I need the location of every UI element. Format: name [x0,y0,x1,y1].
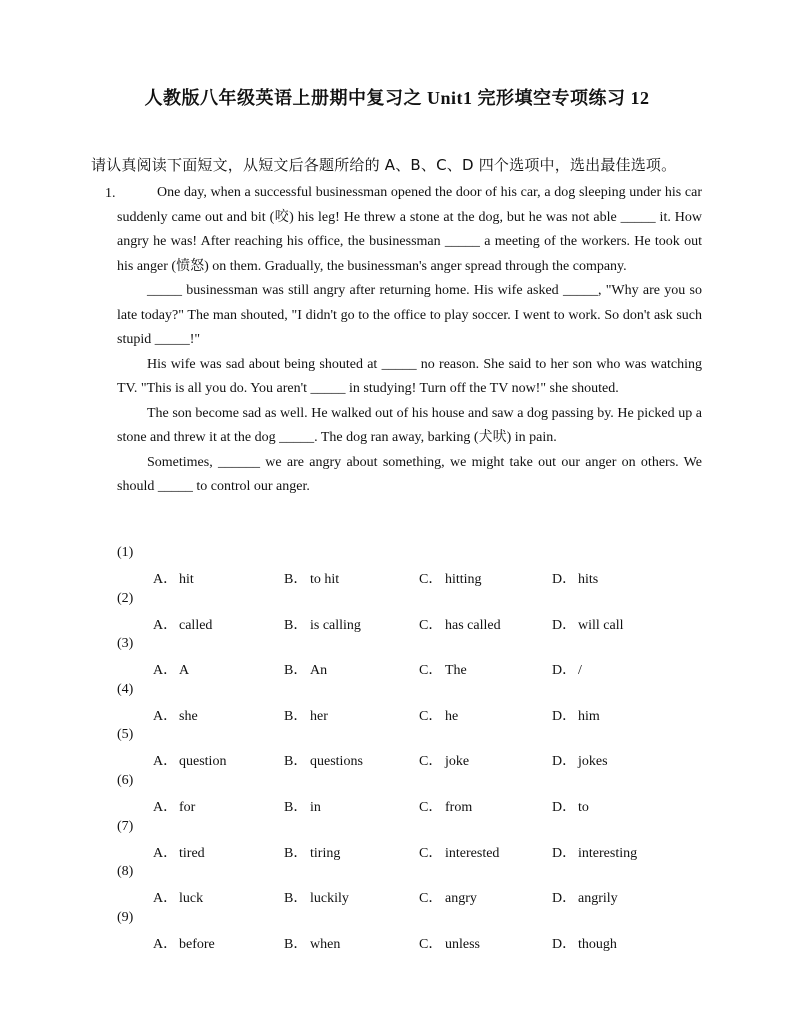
option-d[interactable] [552,750,608,770]
option-text: has called [445,617,501,633]
option-text: when [310,936,341,952]
question-label: (1) [117,545,134,560]
option-c[interactable] [419,842,499,862]
question-label: (7) [117,818,134,834]
option-letter: D． [552,572,577,587]
option-letter: C． [419,617,443,633]
option-c[interactable] [419,659,467,679]
option-letter: A． [153,891,178,907]
option-letter: D． [552,663,577,679]
option-letter: A． [153,572,178,587]
question-item [117,910,717,956]
option-d[interactable] [552,933,617,953]
option-d[interactable] [552,887,618,907]
option-text: joke [445,754,470,770]
option-text: in [310,799,321,815]
option-letter: B． [284,572,308,587]
option-d[interactable] [552,614,624,634]
option-a[interactable] [153,887,203,907]
option-letter: A． [153,845,178,861]
answer-options [117,545,717,955]
option-a[interactable] [153,568,194,588]
option-text: tired [179,845,205,861]
option-text: hitting [445,572,482,587]
passage-paragraph: The son become sad as well. He walked out of his house and saw a dog passing by. He picked up a stone and threw it at the dog _____. The dog ran away, barking (犬吠) in pain. [117,405,702,445]
option-letter: D． [552,891,577,907]
option-letter: B． [284,663,308,679]
option-letter: B． [284,891,308,907]
option-c[interactable] [419,933,480,953]
option-text: A [179,663,190,679]
option-b[interactable] [284,933,340,953]
option-letter: D． [552,845,577,861]
option-letter: B． [284,936,308,952]
option-text: will call [578,617,624,633]
passage-paragraph: One day, when a successful businessman opened the door of his car, a dog sleeping under his car suddenly came out and bit (咬) his leg! He threw a stone at the dog, but he was not able _____ it. How angry he was! After reaching his office, the businessman _____ a meeting of the workers. He took out his anger (愤怒) on them. Gradually, the businessman's anger spread through the company. [117,185,702,274]
passage-paragraph: His wife was sad about being shouted at _____ no reason. She said to her son who was watching TV. "This is all you do. You aren't _____ in studying! Turn off the TV now!" she shouted. [117,356,702,396]
option-d[interactable] [552,796,589,816]
option-d[interactable] [552,842,637,862]
option-text: luckily [310,891,349,907]
question-item [117,636,717,682]
option-a[interactable] [153,614,212,634]
option-text: is calling [310,617,361,633]
option-letter: C． [419,572,443,587]
option-text: luck [179,891,204,907]
option-letter: C． [419,891,443,907]
option-a[interactable] [153,659,189,679]
option-letter: A． [153,936,178,952]
option-b[interactable] [284,750,363,770]
question-item [117,773,717,819]
option-c[interactable] [419,750,469,770]
question-item [117,545,717,591]
option-a[interactable] [153,796,195,816]
option-letter: D． [552,936,577,952]
option-letter: C． [419,663,443,679]
option-text: / [578,663,582,679]
option-d[interactable] [552,705,600,725]
question-item [117,591,717,637]
option-text: hit [179,572,194,587]
option-text: The [445,663,467,679]
question-number: 1. [105,186,116,201]
option-text: from [445,799,473,815]
option-text: her [310,708,328,724]
instruction-text: 请认真阅读下面短文，从短文后各题所给的 A、B、C、D 四个选项中，选出最佳选项。 [91,156,677,174]
option-letter: A． [153,754,178,770]
page-title: 人教版八年级英语上册期中复习之 Unit1 完形填空专项练习 12 [144,88,650,108]
option-letter: B． [284,708,308,724]
option-letter: D． [552,754,577,770]
option-letter: A． [153,663,178,679]
question-label: (4) [117,681,134,697]
option-b[interactable] [284,705,328,725]
option-letter: B． [284,617,308,633]
option-c[interactable] [419,705,458,725]
option-a[interactable] [153,705,198,725]
option-letter: C． [419,845,443,861]
option-b[interactable] [284,842,340,862]
option-c[interactable] [419,887,477,907]
question-item [117,864,717,910]
option-text: interesting [578,845,638,861]
question-item [117,727,717,773]
option-letter: C． [419,708,443,724]
question-label: (5) [117,727,134,743]
question-item [117,819,717,865]
option-text: hits [578,572,599,587]
option-letter: C． [419,799,443,815]
option-letter: A． [153,617,178,633]
option-text: angry [445,891,477,907]
question-label: (2) [117,590,134,606]
passage-paragraph: Sometimes, ______ we are angry about something, we might take out our anger on others. We should _____ to control our anger. [117,454,702,494]
option-c[interactable] [419,614,501,634]
option-c[interactable] [419,568,482,588]
option-text: unless [445,936,480,952]
option-letter: D． [552,617,577,633]
option-letter: C． [419,936,443,952]
option-letter: B． [284,754,308,770]
option-text: he [445,708,459,724]
option-text: for [179,799,196,815]
option-b[interactable] [284,568,339,588]
option-text: questions [310,754,363,770]
option-text: she [179,708,198,724]
option-a[interactable] [153,933,215,953]
option-a[interactable] [153,842,205,862]
option-letter: A． [153,799,178,815]
option-text: interested [445,845,500,861]
question-label: (3) [117,636,134,652]
question-item [117,682,717,728]
option-d[interactable] [552,568,598,588]
option-text: jokes [578,754,608,770]
option-b[interactable] [284,796,321,816]
option-text: An [310,663,328,679]
question-label: (6) [117,772,134,788]
option-letter: B． [284,799,308,815]
option-letter: D． [552,799,577,815]
option-text: called [179,617,213,633]
option-b[interactable] [284,614,361,634]
option-text: though [578,936,617,952]
option-d[interactable] [552,659,582,679]
option-b[interactable] [284,659,327,679]
question-label: (9) [117,909,134,925]
option-b[interactable] [284,887,349,907]
option-c[interactable] [419,796,472,816]
option-letter: D． [552,708,577,724]
option-text: tiring [310,845,341,861]
option-letter: A． [153,708,178,724]
option-text: before [179,936,215,952]
option-a[interactable] [153,750,226,770]
option-text: to [578,799,589,815]
option-text: angrily [578,891,618,907]
option-letter: B． [284,845,308,861]
option-text: to hit [310,572,340,587]
option-text: him [578,708,600,724]
question-label: (8) [117,864,134,880]
option-text: question [179,754,227,770]
cloze-passage [117,181,702,500]
passage-paragraph: _____ businessman was still angry after returning home. His wife asked _____, "Why are you so late today?" The man shouted, "I didn't go to the office to play soccer. I went to work. So don't ask such stupid _____!" [117,283,702,347]
option-letter: C． [419,754,443,770]
